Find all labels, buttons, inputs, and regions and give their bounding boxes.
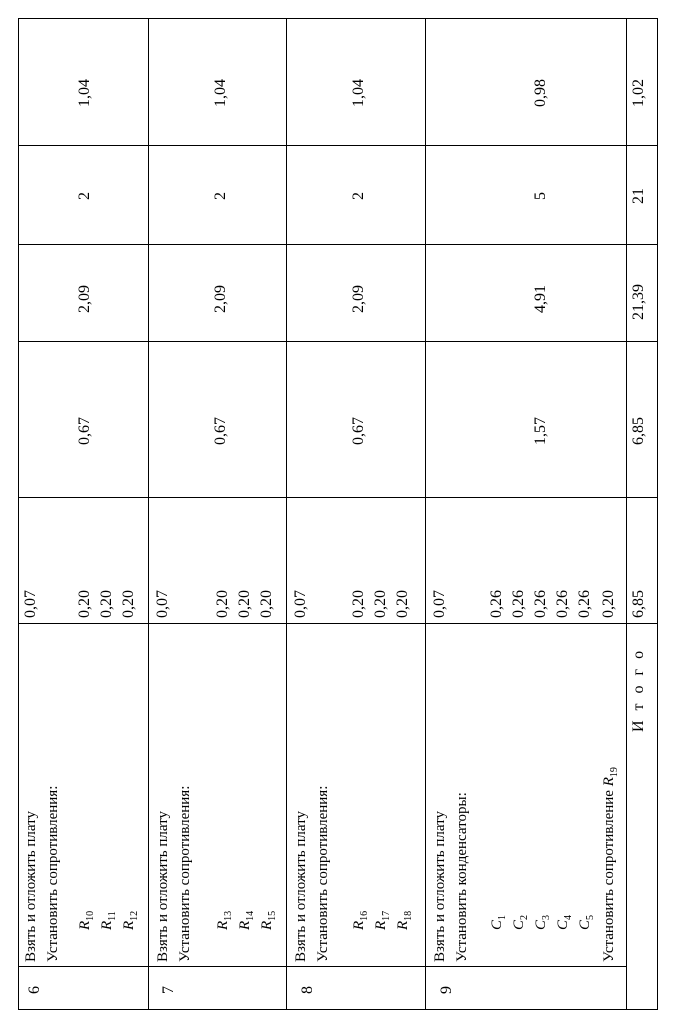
total-coefficient: 1,02 bbox=[630, 79, 647, 107]
time-value: 0,20 bbox=[394, 590, 411, 618]
operation-text: Взять и отложить плату bbox=[155, 810, 171, 962]
time-value: 0,07 bbox=[22, 590, 39, 618]
time-value: 0,20 bbox=[76, 590, 93, 618]
time-sum: 0,67 bbox=[350, 417, 367, 445]
total-time-total: 21,39 bbox=[630, 284, 647, 320]
time-value: 0,07 bbox=[154, 590, 171, 618]
operation-text: Установить сопротивления: bbox=[315, 785, 331, 962]
time-value: 0,26 bbox=[576, 590, 593, 618]
row-number: 8 bbox=[299, 986, 316, 994]
time-value: 0,20 bbox=[120, 590, 137, 618]
row-number: 9 bbox=[438, 986, 455, 994]
row-divider bbox=[425, 18, 426, 1010]
operation-text: Взять и отложить плату bbox=[432, 810, 448, 962]
component-label: $C_2$ bbox=[511, 914, 530, 930]
component-label: $R_{13}$ bbox=[215, 910, 234, 930]
operation-text: Установить сопротивления: bbox=[45, 785, 61, 962]
time-value: 0,20 bbox=[214, 590, 231, 618]
time-value: 0,20 bbox=[350, 590, 367, 618]
total-count: 21 bbox=[630, 188, 647, 204]
time-value: 0,20 bbox=[258, 590, 275, 618]
coefficient-value: 1,04 bbox=[212, 79, 229, 107]
time-value: 0,20 bbox=[600, 590, 617, 618]
operation-text: Установить сопротивление $R_{19}$ bbox=[601, 767, 620, 962]
count-value: 5 bbox=[532, 192, 549, 200]
table-border bbox=[18, 18, 658, 1010]
component-label: $R_{16}$ bbox=[351, 910, 370, 930]
time-sum: 0,67 bbox=[76, 417, 93, 445]
component-label: $R_{11}$ bbox=[99, 911, 118, 930]
component-label: $C_4$ bbox=[555, 914, 574, 930]
component-label: $R_{18}$ bbox=[395, 910, 414, 930]
operation-text: Взять и отложить плату bbox=[23, 810, 39, 962]
count-value: 2 bbox=[76, 192, 93, 200]
operation-text: Установить конденсаторы: bbox=[454, 792, 470, 962]
column-divider bbox=[18, 497, 658, 498]
component-label: $R_{10}$ bbox=[77, 910, 96, 930]
coefficient-value: 1,04 bbox=[76, 79, 93, 107]
component-label: $R_{17}$ bbox=[373, 910, 392, 930]
operations-table bbox=[18, 18, 658, 1010]
time-sum: 1,57 bbox=[532, 417, 549, 445]
time-value: 0,26 bbox=[554, 590, 571, 618]
time-value: 0,20 bbox=[236, 590, 253, 618]
time-total: 2,09 bbox=[350, 285, 367, 313]
operation-text: Установить сопротивления: bbox=[177, 785, 193, 962]
column-divider bbox=[18, 145, 658, 146]
component-label: $R_{12}$ bbox=[121, 910, 140, 930]
component-label: $R_{14}$ bbox=[237, 910, 256, 930]
operation-text: Взять и отложить плату bbox=[293, 810, 309, 962]
time-value: 0,07 bbox=[292, 590, 309, 618]
row-number: 7 bbox=[160, 986, 177, 994]
time-value: 0,26 bbox=[488, 590, 505, 618]
total-time-sum: 6,85 bbox=[630, 417, 647, 445]
time-total: 2,09 bbox=[76, 285, 93, 313]
coefficient-value: 1,04 bbox=[350, 79, 367, 107]
component-label: $C_3$ bbox=[533, 914, 552, 930]
time-value: 0,20 bbox=[98, 590, 115, 618]
total-time: 6,85 bbox=[630, 590, 647, 618]
row-divider bbox=[626, 18, 627, 1010]
column-divider bbox=[18, 966, 626, 967]
time-value: 0,26 bbox=[532, 590, 549, 618]
component-label: $C_5$ bbox=[577, 914, 596, 930]
count-value: 2 bbox=[212, 192, 229, 200]
time-value: 0,20 bbox=[372, 590, 389, 618]
row-number: 6 bbox=[26, 986, 43, 994]
component-label: $R_{15}$ bbox=[259, 910, 278, 930]
row-divider bbox=[286, 18, 287, 1010]
time-total: 2,09 bbox=[212, 285, 229, 313]
column-divider bbox=[18, 623, 658, 624]
total-label: И т о г о bbox=[630, 647, 647, 732]
time-total: 4,91 bbox=[532, 285, 549, 313]
row-divider bbox=[148, 18, 149, 1010]
component-label: $C_1$ bbox=[489, 914, 508, 930]
count-value: 2 bbox=[350, 192, 367, 200]
column-divider bbox=[18, 244, 658, 245]
time-value: 0,07 bbox=[431, 590, 448, 618]
coefficient-value: 0,98 bbox=[532, 79, 549, 107]
time-sum: 0,67 bbox=[212, 417, 229, 445]
column-divider bbox=[18, 341, 658, 342]
time-value: 0,26 bbox=[510, 590, 527, 618]
